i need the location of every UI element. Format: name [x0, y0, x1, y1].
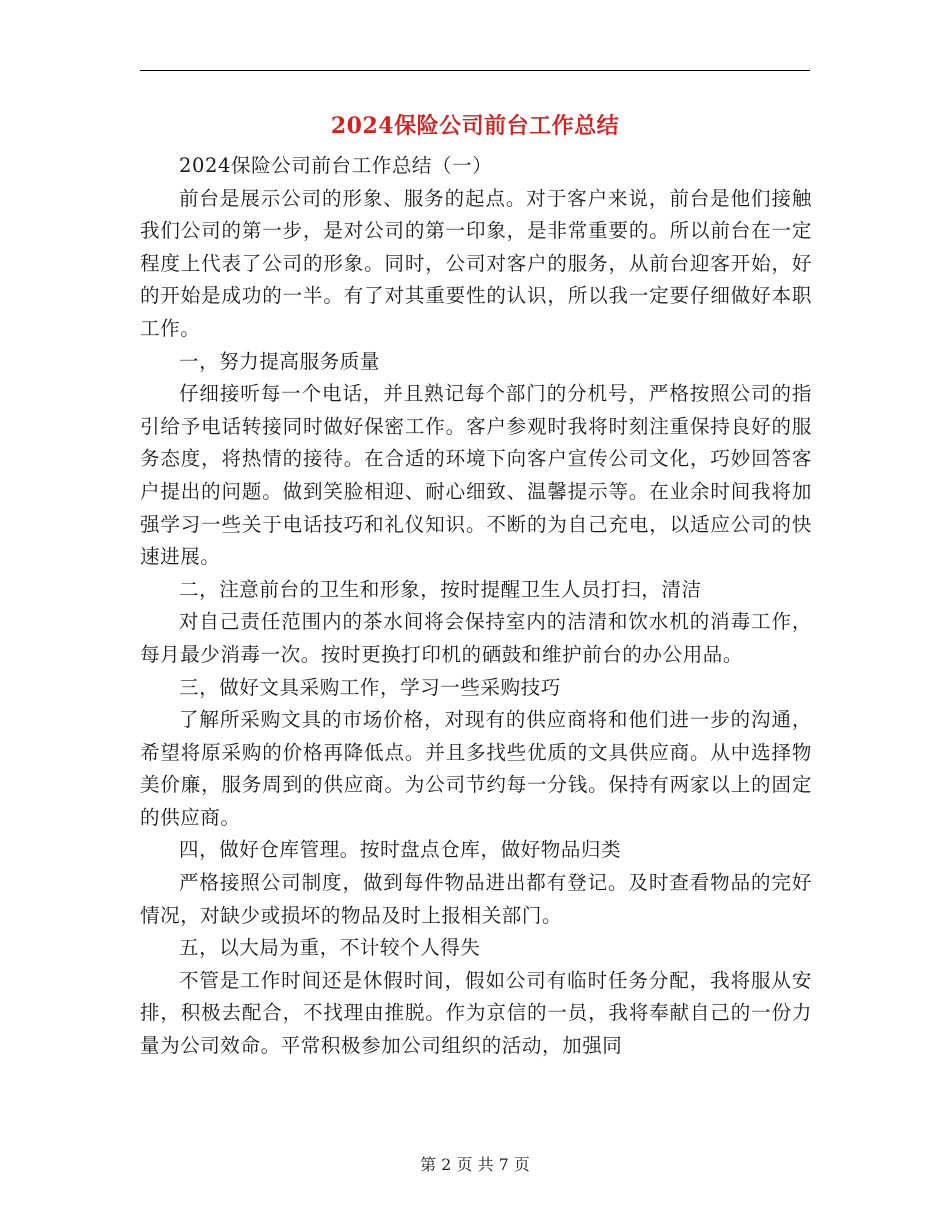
section-subtitle: 2024保险公司前台工作总结（一）	[179, 154, 493, 177]
document-title: 2024保险公司前台工作总结	[330, 113, 620, 139]
header-rule	[140, 70, 810, 71]
heading-3: 三，做好文具采购工作，学习一些采购技巧	[179, 675, 561, 699]
heading-2: 二，注意前台的卫生和形象，按时提醒卫生人员打扫，清洁	[179, 577, 702, 601]
heading-1: 一，努力提高服务质量	[179, 349, 381, 373]
heading-4: 四，做好仓库管理。按时盘点仓库，做好物品归类	[179, 838, 622, 862]
paragraph-intro: 前台是展示公司的形象、服务的起点。对于客户来说，前台是他们接触我们公司的第一步，是对公司的第一印象，是非常重要的。所以前台在一定程度上代表了公司的形象。同时，公司对客户的服务，从前台迎客开始，好的开始是成功的一半。有了对其重要性的认识，所以我一定要仔细做好本职工作。	[140, 186, 812, 340]
paragraph-3: 了解所采购文具的市场价格，对现有的供应商将和他们进一步的沟通，希望将原采购的价格再降低点。并且多找些优质的文具供应商。从中选择物美价廉，服务周到的供应商。为公司节约每一分钱。保持有两家以上的固定的供应商。	[140, 708, 812, 829]
paragraph-4: 严格接照公司制度，做到每件物品进出都有登记。及时查看物品的完好情况，对缺少或损坏的物品及时上报相关部门。	[140, 871, 812, 927]
document-body	[140, 150, 812, 1063]
heading-5: 五，以大局为重，不计较个人得失	[179, 936, 481, 960]
paragraph-5: 不管是工作时间还是休假时间，假如公司有临时任务分配，我将服从安排，积极去配合，不找理由推脱。作为京信的一员，我将奉献自己的一份力量为公司效命。平常积极参加公司组织的活动，加强同	[140, 968, 812, 1058]
paragraph-2: 对自己责任范围内的茶水间将会保持室内的洁清和饮水机的消毒工作，每月最少消毒一次。按时更换打印机的硒鼓和维护前台的办公用品。	[140, 610, 812, 666]
page-footer: 第 2 页 共 7 页	[420, 1155, 530, 1174]
paragraph-1: 仔细接听每一个电话，并且熟记每个部门的分机号，严格按照公司的指引给予电话转接同时做好保密工作。客户参观时我将时刻注重保持良好的服务态度，将热情的接待。在合适的环境下向客户宣传公司文化，巧妙回答客户提出的问题。做到笑脸相迎、耐心细致、温馨提示等。在业余时间我将加强学习一些关于电话技巧和礼仪知识。不断的为自己充电，以适应公司的快速进展。	[140, 382, 812, 569]
